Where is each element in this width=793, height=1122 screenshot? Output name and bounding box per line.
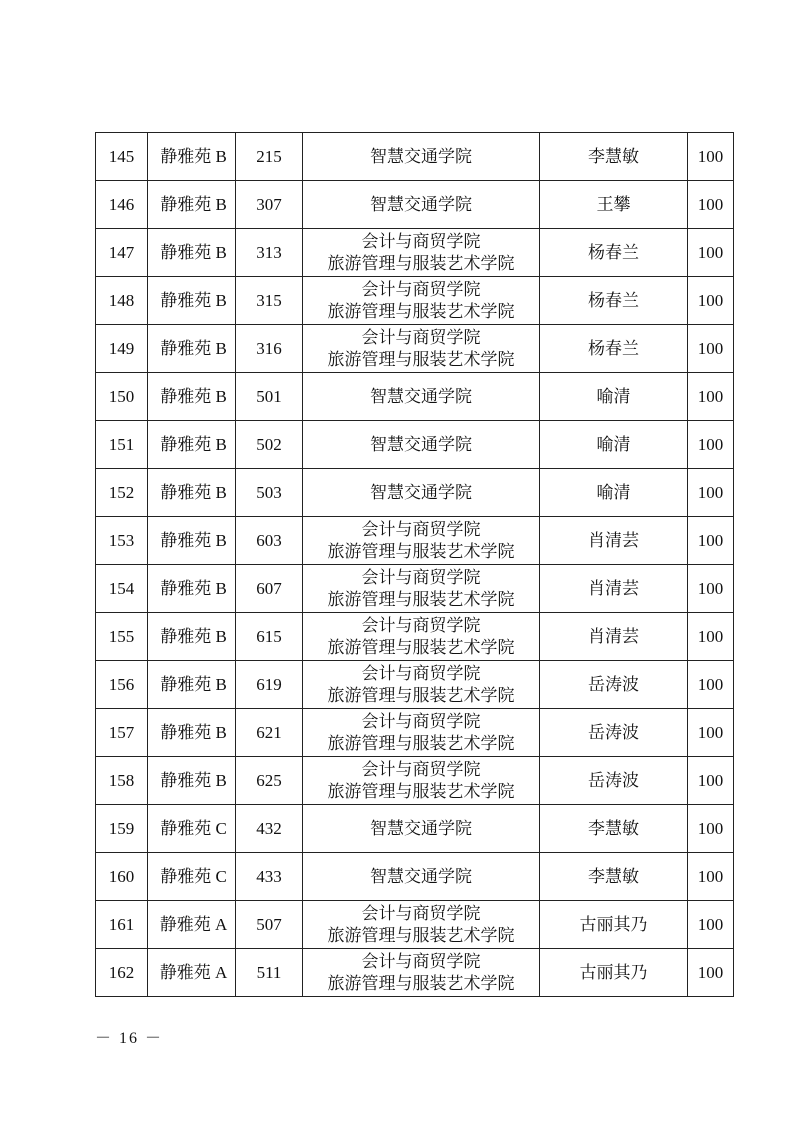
cell-person: 王攀 <box>540 181 688 229</box>
cell-college <box>303 661 540 709</box>
cell-building: 静雅苑 B <box>148 613 236 661</box>
college-line: 会计与商贸学院 <box>361 663 481 683</box>
cell-number: 149 <box>96 325 148 373</box>
cell-number: 148 <box>96 277 148 325</box>
cell-person: 李慧敏 <box>540 853 688 901</box>
cell-college <box>303 805 540 853</box>
table-row <box>96 373 734 421</box>
cell-building: 静雅苑 B <box>148 469 236 517</box>
cell-person: 李慧敏 <box>540 133 688 181</box>
college-line: 旅游管理与服装艺术学院 <box>327 349 515 369</box>
cell-number: 147 <box>96 229 148 277</box>
cell-person: 肖清芸 <box>540 517 688 565</box>
cell-room: 621 <box>236 709 303 757</box>
cell-college <box>303 709 540 757</box>
cell-college <box>303 949 540 997</box>
cell-score: 100 <box>688 613 734 661</box>
cell-college <box>303 901 540 949</box>
college-line: 智慧交通学院 <box>370 146 472 166</box>
college-line: 会计与商贸学院 <box>361 519 481 539</box>
cell-room: 503 <box>236 469 303 517</box>
cell-score: 100 <box>688 901 734 949</box>
table-row <box>96 805 734 853</box>
cell-room: 313 <box>236 229 303 277</box>
cell-person: 古丽其乃 <box>540 949 688 997</box>
cell-building: 静雅苑 B <box>148 757 236 805</box>
cell-college <box>303 133 540 181</box>
cell-college <box>303 229 540 277</box>
table-row <box>96 421 734 469</box>
table-row <box>96 181 734 229</box>
cell-score: 100 <box>688 373 734 421</box>
cell-number: 150 <box>96 373 148 421</box>
cell-room: 502 <box>236 421 303 469</box>
cell-number: 160 <box>96 853 148 901</box>
college-line: 智慧交通学院 <box>370 866 472 886</box>
cell-room: 511 <box>236 949 303 997</box>
cell-number: 153 <box>96 517 148 565</box>
college-line: 旅游管理与服装艺术学院 <box>327 541 515 561</box>
cell-room: 315 <box>236 277 303 325</box>
cell-college <box>303 325 540 373</box>
page-number: － 16 － <box>95 1030 164 1047</box>
table-row <box>96 613 734 661</box>
college-line: 会计与商贸学院 <box>361 759 481 779</box>
cell-score: 100 <box>688 325 734 373</box>
cell-building: 静雅苑 B <box>148 229 236 277</box>
cell-room: 603 <box>236 517 303 565</box>
table-row <box>96 949 734 997</box>
cell-college <box>303 757 540 805</box>
college-line: 智慧交通学院 <box>370 386 472 406</box>
cell-person: 喻清 <box>540 373 688 421</box>
cell-score: 100 <box>688 517 734 565</box>
table-row <box>96 565 734 613</box>
cell-score: 100 <box>688 421 734 469</box>
cell-room: 507 <box>236 901 303 949</box>
cell-building: 静雅苑 B <box>148 373 236 421</box>
table-row <box>96 277 734 325</box>
cell-number: 159 <box>96 805 148 853</box>
cell-person: 岳涛波 <box>540 661 688 709</box>
cell-college <box>303 517 540 565</box>
cell-building: 静雅苑 B <box>148 181 236 229</box>
college-line: 智慧交通学院 <box>370 434 472 454</box>
cell-room: 316 <box>236 325 303 373</box>
table-row <box>96 325 734 373</box>
college-line: 智慧交通学院 <box>370 194 472 214</box>
table-row <box>96 469 734 517</box>
college-line: 会计与商贸学院 <box>361 903 481 923</box>
cell-number: 156 <box>96 661 148 709</box>
cell-building: 静雅苑 B <box>148 565 236 613</box>
cell-person: 喻清 <box>540 469 688 517</box>
college-line: 会计与商贸学院 <box>361 567 481 587</box>
college-line: 旅游管理与服装艺术学院 <box>327 925 515 945</box>
cell-score: 100 <box>688 277 734 325</box>
college-line: 智慧交通学院 <box>370 482 472 502</box>
cell-person: 肖清芸 <box>540 613 688 661</box>
cell-room: 625 <box>236 757 303 805</box>
college-line: 旅游管理与服装艺术学院 <box>327 637 515 657</box>
cell-college <box>303 181 540 229</box>
cell-building: 静雅苑 A <box>148 901 236 949</box>
cell-person: 杨春兰 <box>540 325 688 373</box>
cell-person: 杨春兰 <box>540 229 688 277</box>
cell-college <box>303 469 540 517</box>
cell-number: 146 <box>96 181 148 229</box>
cell-room: 607 <box>236 565 303 613</box>
cell-number: 162 <box>96 949 148 997</box>
cell-college <box>303 421 540 469</box>
cell-person: 喻清 <box>540 421 688 469</box>
cell-building: 静雅苑 A <box>148 949 236 997</box>
cell-score: 100 <box>688 949 734 997</box>
table-row <box>96 229 734 277</box>
cell-score: 100 <box>688 181 734 229</box>
college-line: 旅游管理与服装艺术学院 <box>327 685 515 705</box>
cell-number: 161 <box>96 901 148 949</box>
dormitory-table <box>95 132 734 997</box>
table-row <box>96 853 734 901</box>
cell-building: 静雅苑 B <box>148 517 236 565</box>
cell-room: 307 <box>236 181 303 229</box>
cell-score: 100 <box>688 757 734 805</box>
cell-building: 静雅苑 B <box>148 709 236 757</box>
college-line: 旅游管理与服装艺术学院 <box>327 973 515 993</box>
cell-college <box>303 373 540 421</box>
table-row <box>96 901 734 949</box>
cell-room: 619 <box>236 661 303 709</box>
cell-number: 152 <box>96 469 148 517</box>
cell-room: 432 <box>236 805 303 853</box>
cell-building: 静雅苑 B <box>148 325 236 373</box>
college-line: 旅游管理与服装艺术学院 <box>327 733 515 753</box>
table-row <box>96 133 734 181</box>
college-line: 旅游管理与服装艺术学院 <box>327 781 515 801</box>
cell-score: 100 <box>688 709 734 757</box>
college-line: 旅游管理与服装艺术学院 <box>327 253 515 273</box>
table-row <box>96 709 734 757</box>
table-row <box>96 661 734 709</box>
cell-person: 李慧敏 <box>540 805 688 853</box>
cell-number: 154 <box>96 565 148 613</box>
cell-building: 静雅苑 B <box>148 133 236 181</box>
college-line: 智慧交通学院 <box>370 818 472 838</box>
cell-score: 100 <box>688 805 734 853</box>
cell-college <box>303 565 540 613</box>
table-row <box>96 517 734 565</box>
cell-room: 215 <box>236 133 303 181</box>
cell-building: 静雅苑 B <box>148 421 236 469</box>
cell-person: 古丽其乃 <box>540 901 688 949</box>
cell-person: 岳涛波 <box>540 757 688 805</box>
cell-number: 158 <box>96 757 148 805</box>
college-line: 会计与商贸学院 <box>361 231 481 251</box>
cell-building: 静雅苑 C <box>148 853 236 901</box>
cell-college <box>303 277 540 325</box>
table-body <box>96 133 734 997</box>
cell-score: 100 <box>688 469 734 517</box>
college-line: 旅游管理与服装艺术学院 <box>327 301 515 321</box>
cell-room: 501 <box>236 373 303 421</box>
cell-building: 静雅苑 B <box>148 277 236 325</box>
cell-building: 静雅苑 C <box>148 805 236 853</box>
college-line: 会计与商贸学院 <box>361 711 481 731</box>
college-line: 会计与商贸学院 <box>361 279 481 299</box>
cell-college <box>303 853 540 901</box>
table-row <box>96 757 734 805</box>
cell-number: 155 <box>96 613 148 661</box>
cell-college <box>303 613 540 661</box>
cell-score: 100 <box>688 661 734 709</box>
cell-person: 岳涛波 <box>540 709 688 757</box>
college-line: 会计与商贸学院 <box>361 951 481 971</box>
cell-number: 157 <box>96 709 148 757</box>
cell-person: 杨春兰 <box>540 277 688 325</box>
college-line: 旅游管理与服装艺术学院 <box>327 589 515 609</box>
cell-room: 433 <box>236 853 303 901</box>
college-line: 会计与商贸学院 <box>361 615 481 635</box>
cell-score: 100 <box>688 565 734 613</box>
cell-person: 肖清芸 <box>540 565 688 613</box>
college-line: 会计与商贸学院 <box>361 327 481 347</box>
cell-score: 100 <box>688 229 734 277</box>
cell-number: 151 <box>96 421 148 469</box>
cell-building: 静雅苑 B <box>148 661 236 709</box>
cell-score: 100 <box>688 133 734 181</box>
cell-room: 615 <box>236 613 303 661</box>
cell-number: 145 <box>96 133 148 181</box>
cell-score: 100 <box>688 853 734 901</box>
